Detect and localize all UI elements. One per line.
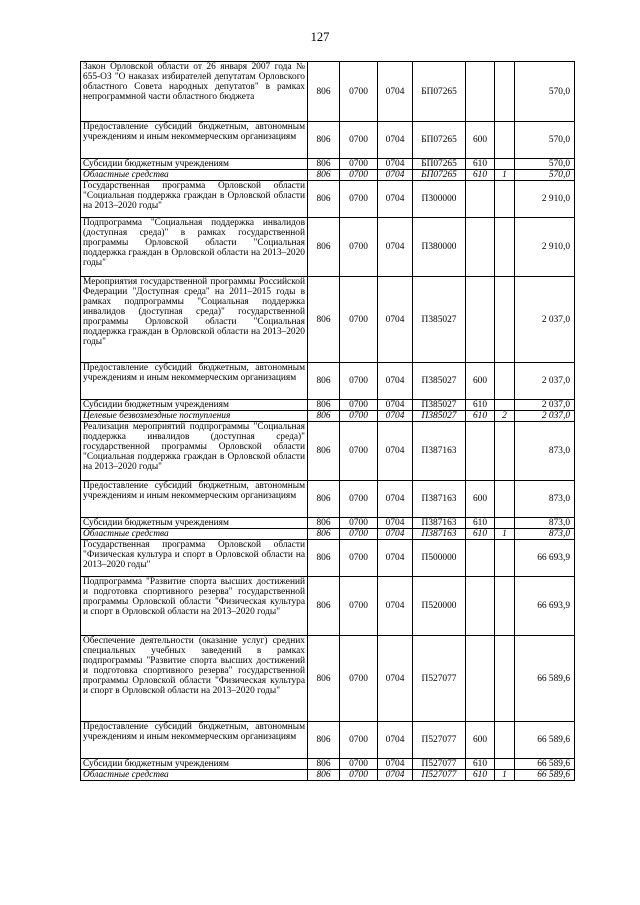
expense-type-code — [466, 218, 495, 277]
funding-source-code — [495, 518, 515, 529]
subsection-code: 0704 — [378, 218, 413, 277]
section-code: 0700 — [340, 529, 378, 540]
subsection-code: 0704 — [378, 518, 413, 529]
amount: 2 037,0 — [515, 411, 575, 422]
target-article-code: П385027 — [413, 363, 466, 400]
ministry-code: 806 — [308, 181, 340, 218]
section-code: 0700 — [340, 277, 378, 363]
target-article-code: П527077 — [413, 770, 466, 781]
row-description: Целевые безвозмездные поступления — [81, 411, 308, 422]
section-code: 0700 — [340, 577, 378, 636]
target-article-code: П387163 — [413, 518, 466, 529]
funding-source-code — [495, 363, 515, 400]
table-row — [81, 181, 575, 218]
table-row — [81, 411, 575, 422]
target-article-code: БП07265 — [413, 159, 466, 170]
table-row — [81, 518, 575, 529]
ministry-code: 806 — [308, 62, 340, 122]
table-row — [81, 277, 575, 363]
row-description: Закон Орловской области от 26 января 2007 года № 655-ОЗ "О наказах избирателей депутатам Орловского областного Совета народных депутатов" в рамках непрограммной части областного бюджета — [81, 62, 308, 122]
row-description: Обеспечение деятельности (оказание услуг) средних специальных учебных заведений в рамках подпрограммы "Развитие спорта высших достижений и подготовка спортивного резерва" государственной программы Орловской области "Физическая культура и спорт в Орловской области на 2013–2020 годы" — [81, 636, 308, 722]
target-article-code: П385027 — [413, 411, 466, 422]
amount: 873,0 — [515, 518, 575, 529]
row-description: Государственная программа Орловской области "Физическая культура и спорт в Орловской области на 2013–2020 годы" — [81, 540, 308, 577]
row-description: Субсидии бюджетным учреждениям — [81, 400, 308, 411]
amount: 2 037,0 — [515, 363, 575, 400]
expense-type-code — [466, 636, 495, 722]
ministry-code: 806 — [308, 400, 340, 411]
ministry-code: 806 — [308, 159, 340, 170]
amount: 2 037,0 — [515, 277, 575, 363]
subsection-code: 0704 — [378, 159, 413, 170]
amount: 66 589,6 — [515, 770, 575, 781]
subsection-code: 0704 — [378, 400, 413, 411]
ministry-code: 806 — [308, 577, 340, 636]
subsection-code: 0704 — [378, 577, 413, 636]
target-article-code: БП07265 — [413, 62, 466, 122]
expense-type-code: 600 — [466, 363, 495, 400]
row-description: Мероприятия государственной программы Российской Федерации "Доступная среда" на 2011–2015 годы в рамках подпрограммы "Социальная поддержка инвалидов (доступная среда)" государственной программы Орловской области "Социальная поддержка граждан в Орловской области на 2013–2020 годы" — [81, 277, 308, 363]
section-code: 0700 — [340, 181, 378, 218]
target-article-code: П500000 — [413, 540, 466, 577]
funding-source-code: 1 — [495, 770, 515, 781]
table-row — [81, 62, 575, 122]
row-description: Субсидии бюджетным учреждениям — [81, 518, 308, 529]
section-code: 0700 — [340, 770, 378, 781]
table-row — [81, 636, 575, 722]
amount: 873,0 — [515, 529, 575, 540]
subsection-code: 0704 — [378, 759, 413, 770]
section-code: 0700 — [340, 62, 378, 122]
table-row — [81, 529, 575, 540]
funding-source-code — [495, 218, 515, 277]
section-code: 0700 — [340, 759, 378, 770]
table-row — [81, 218, 575, 277]
target-article-code: П520000 — [413, 577, 466, 636]
section-code: 0700 — [340, 411, 378, 422]
row-description: Субсидии бюджетным учреждениям — [81, 759, 308, 770]
section-code: 0700 — [340, 170, 378, 181]
ministry-code: 806 — [308, 770, 340, 781]
table-row — [81, 722, 575, 759]
ministry-code: 806 — [308, 722, 340, 759]
subsection-code: 0704 — [378, 722, 413, 759]
row-description: Реализация мероприятий подпрограммы "Социальная поддержка инвалидов (доступная среда)" государственной программы Орловской области "Социальная поддержка граждан в Орловской области на 2013–2020 годы" — [81, 422, 308, 481]
expense-type-code: 610 — [466, 400, 495, 411]
section-code: 0700 — [340, 540, 378, 577]
subsection-code: 0704 — [378, 277, 413, 363]
target-article-code: П387163 — [413, 529, 466, 540]
target-article-code: П300000 — [413, 181, 466, 218]
target-article-code: БП07265 — [413, 122, 466, 159]
ministry-code: 806 — [308, 540, 340, 577]
expense-type-code — [466, 277, 495, 363]
ministry-code: 806 — [308, 218, 340, 277]
subsection-code: 0704 — [378, 529, 413, 540]
row-description: Подпрограмма "Социальная поддержка инвалидов (доступная среда)" в рамках государственной программы Орловской области "Социальная поддержка граждан в Орловской области на 2013–2020 годы" — [81, 218, 308, 277]
amount: 66 693,9 — [515, 540, 575, 577]
section-code: 0700 — [340, 481, 378, 518]
row-description: Областные средства — [81, 770, 308, 781]
ministry-code: 806 — [308, 529, 340, 540]
row-description: Государственная программа Орловской области "Социальная поддержка граждан в Орловской области на 2013–2020 годы" — [81, 181, 308, 218]
row-description: Субсидии бюджетным учреждениям — [81, 159, 308, 170]
expense-type-code: 600 — [466, 122, 495, 159]
page-number: 127 — [310, 30, 330, 44]
section-code: 0700 — [340, 363, 378, 400]
amount: 66 693,9 — [515, 577, 575, 636]
subsection-code: 0704 — [378, 363, 413, 400]
amount: 2 037,0 — [515, 400, 575, 411]
amount: 873,0 — [515, 422, 575, 481]
row-description: Предоставление субсидий бюджетным, автономным учреждениям и иным некоммерческим организациям — [81, 481, 308, 518]
ministry-code: 806 — [308, 422, 340, 481]
section-code: 0700 — [340, 518, 378, 529]
funding-source-code — [495, 122, 515, 159]
table-row — [81, 481, 575, 518]
funding-source-code — [495, 62, 515, 122]
expense-type-code: 600 — [466, 722, 495, 759]
budget-table — [80, 61, 575, 781]
table-row — [81, 577, 575, 636]
ministry-code: 806 — [308, 122, 340, 159]
row-description: Областные средства — [81, 170, 308, 181]
expense-type-code: 610 — [466, 759, 495, 770]
amount: 66 589,6 — [515, 636, 575, 722]
funding-source-code: 1 — [495, 170, 515, 181]
section-code: 0700 — [340, 122, 378, 159]
funding-source-code — [495, 481, 515, 518]
table-row — [81, 363, 575, 400]
ministry-code: 806 — [308, 481, 340, 518]
ministry-code: 806 — [308, 277, 340, 363]
row-description: Предоставление субсидий бюджетным, автономным учреждениям и иным некоммерческим организациям — [81, 363, 308, 400]
funding-source-code — [495, 540, 515, 577]
amount: 873,0 — [515, 481, 575, 518]
target-article-code: П387163 — [413, 422, 466, 481]
expense-type-code — [466, 181, 495, 218]
ministry-code: 806 — [308, 518, 340, 529]
ministry-code: 806 — [308, 363, 340, 400]
table-row — [81, 122, 575, 159]
row-description: Областные средства — [81, 529, 308, 540]
funding-source-code — [495, 159, 515, 170]
subsection-code: 0704 — [378, 62, 413, 122]
expense-type-code: 610 — [466, 170, 495, 181]
target-article-code: П527077 — [413, 722, 466, 759]
section-code: 0700 — [340, 636, 378, 722]
funding-source-code — [495, 181, 515, 218]
expense-type-code — [466, 422, 495, 481]
amount: 570,0 — [515, 62, 575, 122]
target-article-code: П527077 — [413, 759, 466, 770]
target-article-code: П385027 — [413, 400, 466, 411]
amount: 66 589,6 — [515, 759, 575, 770]
section-code: 0700 — [340, 422, 378, 481]
amount: 66 589,6 — [515, 722, 575, 759]
subsection-code: 0704 — [378, 540, 413, 577]
subsection-code: 0704 — [378, 636, 413, 722]
funding-source-code — [495, 400, 515, 411]
amount: 570,0 — [515, 170, 575, 181]
funding-source-code: 2 — [495, 411, 515, 422]
ministry-code: 806 — [308, 636, 340, 722]
section-code: 0700 — [340, 400, 378, 411]
target-article-code: П387163 — [413, 481, 466, 518]
expense-type-code: 610 — [466, 529, 495, 540]
table-row — [81, 422, 575, 481]
target-article-code: П527077 — [413, 636, 466, 722]
funding-source-code — [495, 636, 515, 722]
table-row — [81, 159, 575, 170]
funding-source-code — [495, 577, 515, 636]
table-row — [81, 759, 575, 770]
ministry-code: 806 — [308, 759, 340, 770]
funding-source-code — [495, 722, 515, 759]
expense-type-code: 610 — [466, 518, 495, 529]
funding-source-code — [495, 277, 515, 363]
target-article-code: БП07265 — [413, 170, 466, 181]
section-code: 0700 — [340, 159, 378, 170]
amount: 570,0 — [515, 122, 575, 159]
subsection-code: 0704 — [378, 122, 413, 159]
funding-source-code: 1 — [495, 529, 515, 540]
row-description: Предоставление субсидий бюджетным, автономным учреждениям и иным некоммерческим организациям — [81, 122, 308, 159]
expense-type-code: 610 — [466, 770, 495, 781]
row-description: Предоставление субсидий бюджетным, автономным учреждениям и иным некоммерческим организациям — [81, 722, 308, 759]
target-article-code: П380000 — [413, 218, 466, 277]
expense-type-code: 600 — [466, 481, 495, 518]
amount: 2 910,0 — [515, 218, 575, 277]
table-row — [81, 170, 575, 181]
section-code: 0700 — [340, 218, 378, 277]
expense-type-code: 610 — [466, 159, 495, 170]
subsection-code: 0704 — [378, 411, 413, 422]
target-article-code: П385027 — [413, 277, 466, 363]
expense-type-code — [466, 577, 495, 636]
ministry-code: 806 — [308, 411, 340, 422]
subsection-code: 0704 — [378, 181, 413, 218]
table-row — [81, 770, 575, 781]
table-row — [81, 540, 575, 577]
table-row — [81, 400, 575, 411]
section-code: 0700 — [340, 722, 378, 759]
expense-type-code: 610 — [466, 411, 495, 422]
expense-type-code — [466, 540, 495, 577]
ministry-code: 806 — [308, 170, 340, 181]
row-description: Подпрограмма "Развитие спорта высших достижений и подготовка спортивного резерва" государственной программы Орловской области "Физическая культура и спорт в Орловской области на 2013–2020 годы" — [81, 577, 308, 636]
funding-source-code — [495, 422, 515, 481]
expense-type-code — [466, 62, 495, 122]
subsection-code: 0704 — [378, 422, 413, 481]
table-body — [81, 62, 575, 781]
funding-source-code — [495, 759, 515, 770]
subsection-code: 0704 — [378, 481, 413, 518]
amount: 2 910,0 — [515, 181, 575, 218]
subsection-code: 0704 — [378, 170, 413, 181]
amount: 570,0 — [515, 159, 575, 170]
subsection-code: 0704 — [378, 770, 413, 781]
